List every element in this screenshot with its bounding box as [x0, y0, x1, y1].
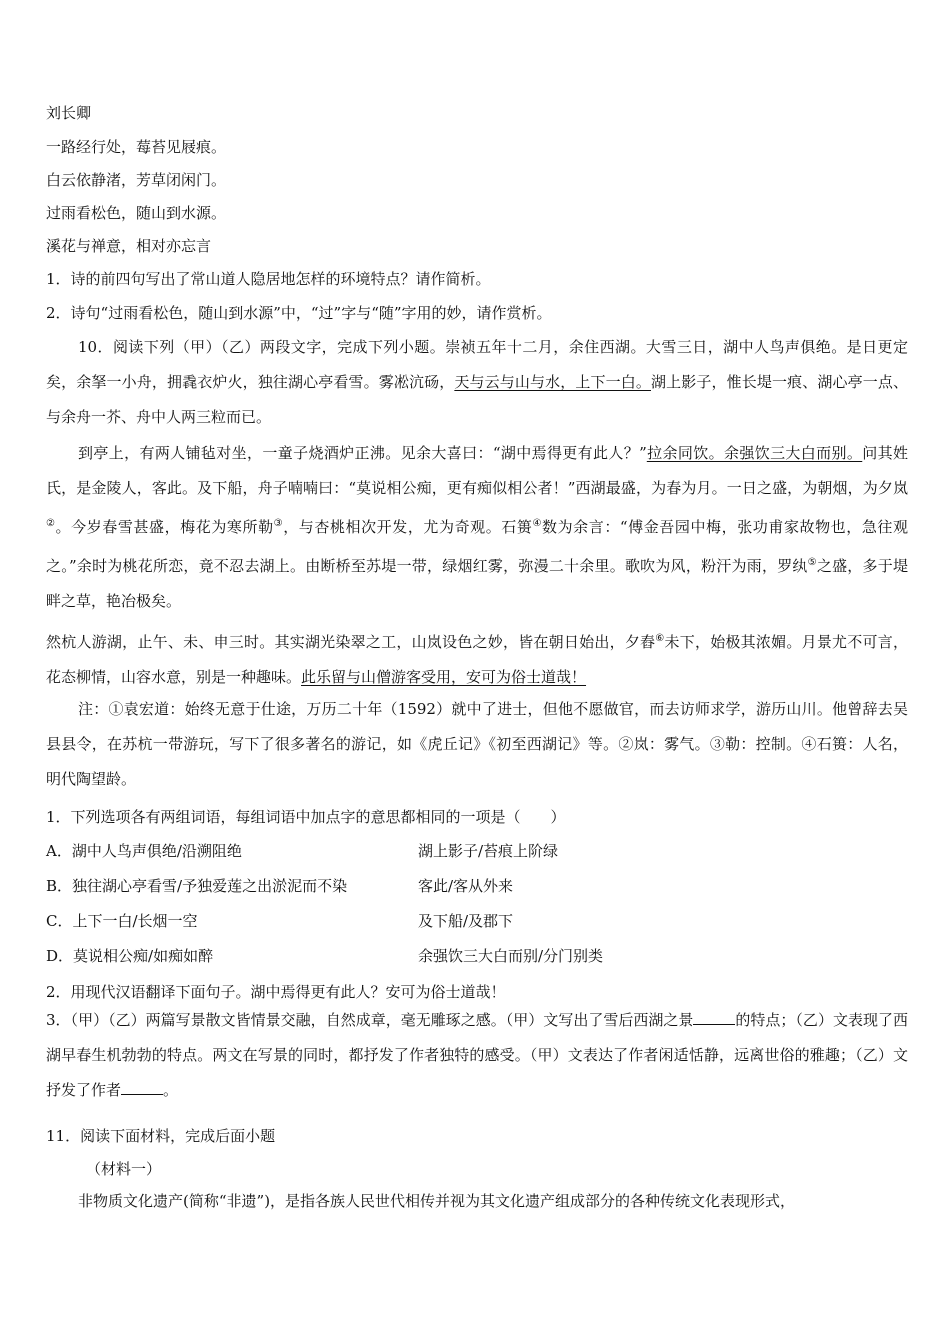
underlined-sentence-3: 此乐留与山僧游客受用，安可为俗士道哉！	[301, 668, 587, 686]
material-label: （材料一）	[86, 1160, 162, 1178]
question-10-1: 1．下列选项各有两组词语，每组词语中加点字的意思都相同的一项是（ ）	[46, 808, 566, 826]
poem-line-3: 过雨看松色，随山到水源。	[46, 204, 227, 222]
passage-yi-paragraph-1: 到亭上，有两人铺毡对坐，一童子烧酒炉正沸。见余大喜曰：“湖中焉得更有此人？”拉余同饮。余强饮三大白而别。问其姓氏，是金陵人，客此。及下船，舟子喃喃曰：“莫说相公痴，更有痴似相公者！”西湖最盛，为春为月。一日之盛，为朝烟，为夕岚②。今岁春雪甚盛，梅花为寒所勒③，与杏桃相次开发，尤为奇观。石篑④数为余言：“傅金吾园中梅，张功甫家故物也，急往观之。”余时为桃花所恋，竟不忍去湖上。由断桥至苏堤一带，绿烟红雾，弥漫二十余里。歌吹为风，粉汗为雨，罗纨⑤之盛，多于堤畔之草，艳冶极矣。	[46, 444, 908, 610]
option-d[interactable]: D．莫说相公痴/如痴如醉 余强饮三大白而别/分门别类	[46, 947, 604, 965]
answer-blank-2[interactable]	[121, 1080, 163, 1095]
annotation-note: 注：①袁宏道：始终无意于仕途，万历二十年（1592）就中了进士，但他不愿做官，而去访师求学，游历山川。他曾辞去吴县县令，在苏杭一带游玩，写下了很多著名的游记，如《虎丘记》《初至西湖记》等。②岚：雾气。③勒：控制。④石篑：人名，明代陶望龄。	[46, 700, 908, 788]
option-a[interactable]: A．湖中人鸟声俱绝/沿溯阻绝 湖上影子/苔痕上阶绿	[46, 842, 559, 860]
poem-line-4: 溪花与禅意，相对亦忘言	[46, 237, 212, 255]
option-b[interactable]: B．独往湖心亭看雪/予独爱莲之出淤泥而不染 客此/客从外来	[46, 877, 514, 895]
passage-jia-paragraph-1: 10．阅读下列（甲）（乙）两段文字，完成下列小题。崇祯五年十二月，余住西湖。大雪三日，湖中人鸟声俱绝。是日更定矣，余拏一小舟，拥毳衣炉火，独往湖心亭看雪。雾凇沆砀，天与云与山与水，上下一白。湖上影子，惟长堤一痕、湖心亭一点、与余舟一芥、舟中人两三粒而已。	[46, 338, 908, 426]
underlined-sentence-1: 天与云与山与水，上下一白。	[454, 373, 651, 391]
passage-yi-paragraph-2: 然杭人游湖，止午、未、申三时。其实湖光染翠之工，山岚设色之妙，皆在朝日始出，夕舂⑥未下，始极其浓媚。月景尤不可言，花态柳情，山容水意，别是一种趣味。此乐留与山僧游客受用，安可为俗士道哉！	[46, 633, 908, 686]
material-text: 非物质文化遗产(简称“非遗”)，是指各族人民世代相传并视为其文化遗产组成部分的各种传统文化表现形式，	[78, 1192, 796, 1210]
question-10-3: 3．（甲）（乙）两篇写景散文皆情景交融，自然成章，毫无雕琢之感。（甲）文写出了雪后西湖之景 的特点；（乙）文表现了西湖早春生机勃勃的特点。两文在写景的同时，都抒发了作者独特的感受。（甲）文表达了作者闲适恬静，远离世俗的雅趣；（乙）文抒发了作者 。	[46, 1011, 908, 1099]
underlined-sentence-2: 拉余同饮。余强饮三大白而别。	[646, 444, 863, 462]
poem-line-1: 一路经行处，莓苔见屐痕。	[46, 138, 227, 156]
poem-question-2: 2．诗句“过雨看松色，随山到水源”中，“过”字与“随”字用的妙，请作赏析。	[46, 304, 552, 322]
answer-blank-1[interactable]	[693, 1010, 735, 1025]
poem-author: 刘长卿	[46, 104, 92, 122]
poem-question-1: 1．诗的前四句写出了常山道人隐居地怎样的环境特点？请作简析。	[46, 270, 491, 288]
poem-line-2: 白云依静渚，芳草闭闲门。	[46, 171, 227, 189]
question-11-title: 11．阅读下面材料，完成后面小题	[46, 1127, 276, 1145]
question-10-2: 2．用现代汉语翻译下面句子。湖中焉得更有此人？安可为俗士道哉！	[46, 983, 506, 1001]
option-c[interactable]: C．上下一白/长烟一空 及下船/及郡下	[46, 912, 514, 930]
